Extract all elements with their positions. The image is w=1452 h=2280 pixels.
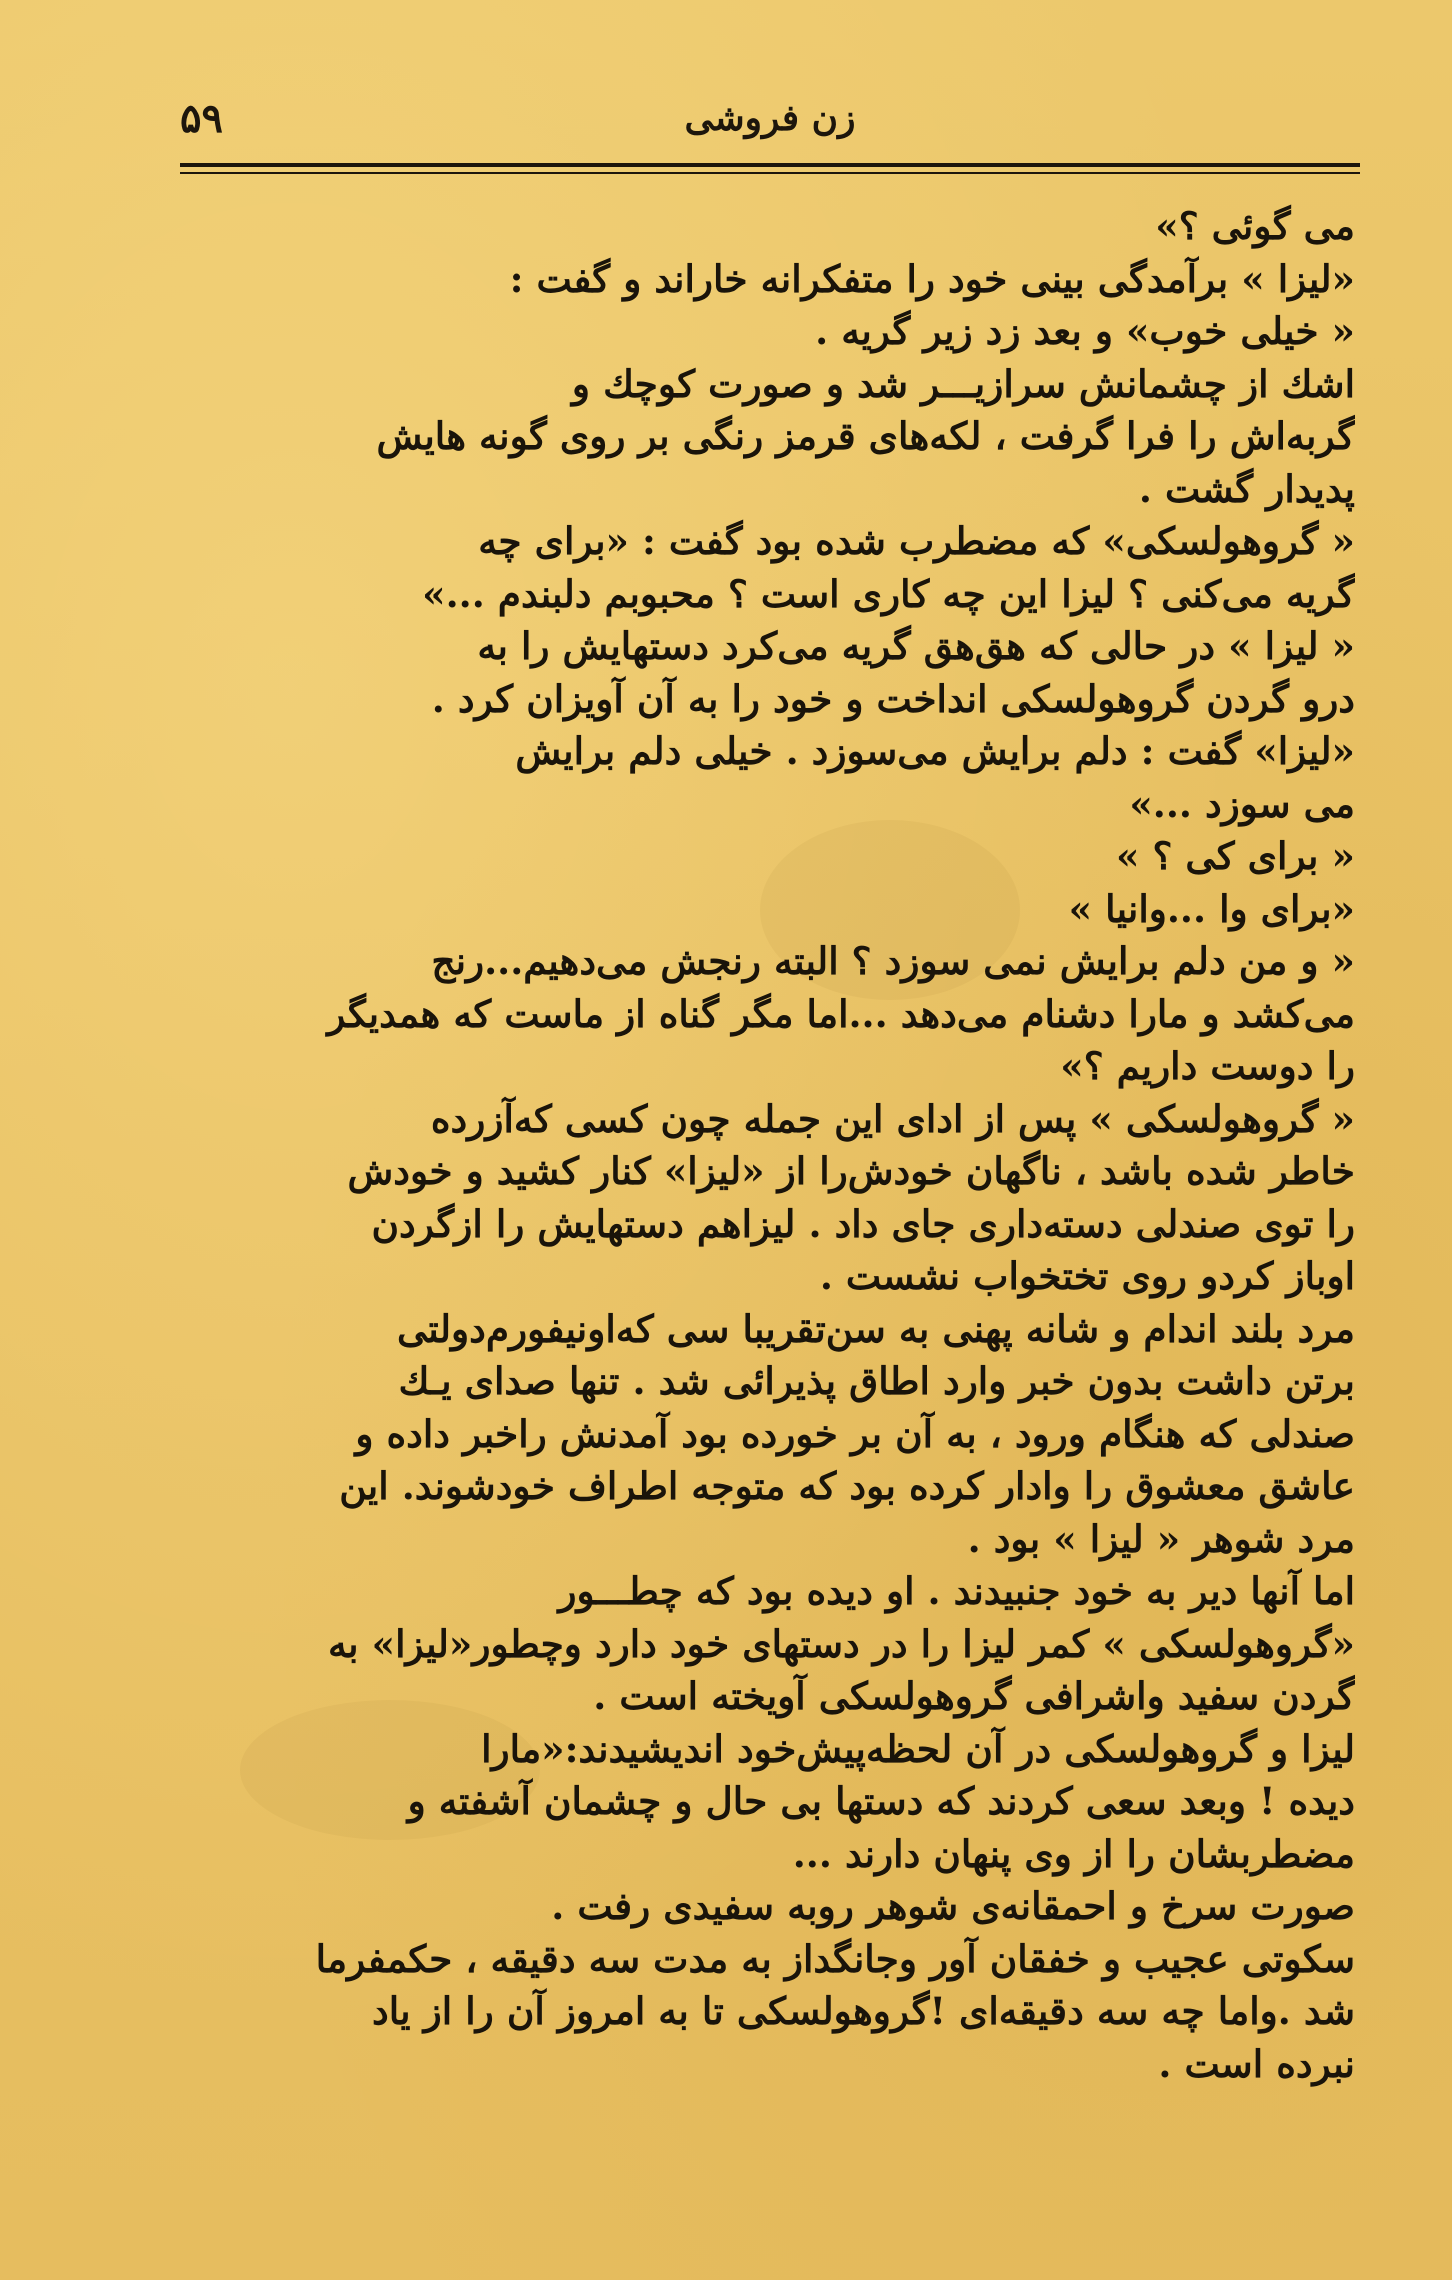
text-line: مضطربشان را از وی پنهان دارند ... — [792, 1831, 1355, 1876]
text-line: « گروهولسکی » پس از ادای این جمله چون کسی که‌آزرده — [430, 1096, 1355, 1141]
text-line: «گروهولسکی » کمر لیزا را در دستهای خود دارد وچطور«لیزا» به — [328, 1621, 1355, 1666]
text-line: مرد بلند اندام و شانه پهنی به سن‌تقریبا سی که‌اونیفورم‌دولتی — [397, 1306, 1355, 1351]
text-line: «لیزا » برآمدگی بینی خود را متفکرانه خاراند و گفت : — [509, 256, 1355, 301]
text-line: دیده ! وبعد سعی کردند که دستها بی حال و چشمان آشفته و — [407, 1779, 1355, 1823]
text-line: «لیزا» گفت : دلم برایش می‌سوزد . خیلی دلم برایش — [515, 729, 1355, 773]
text-line: گردن سفید واشرافی گروهولسکی آویخته است . — [593, 1674, 1355, 1718]
text-line: « و من دلم برایش نمی سوزد ؟ البته رنجش می‌دهیم...رنج — [431, 939, 1355, 983]
text-line: را دوست داریم ؟» — [1060, 1044, 1355, 1088]
text-line: « برای کی ؟ » — [1115, 834, 1355, 878]
text-line: می سوزد ...» — [1129, 781, 1355, 826]
text-line: صورت سرخ و احمقانه‌ی شوهر روبه سفیدی رفت . — [551, 1884, 1355, 1928]
text-line: صندلی که هنگام ورود ، به آن بر خورده بود آمدنش راخبر داده و — [355, 1411, 1355, 1456]
page-number: ۵۹ — [180, 95, 223, 142]
page-header — [180, 95, 1360, 155]
body-text — [175, 200, 1355, 2090]
text-line: « لیزا » در حالی که هق‌هق گریه می‌کرد دستهایش را به — [477, 624, 1355, 668]
running-title: زن فروشی — [684, 97, 856, 139]
text-line: نبرده است . — [1158, 2041, 1355, 2086]
text-line: اما آنها دیر به خود جنبیدند . او دیده بود که چطـــور — [558, 1569, 1355, 1613]
text-line: مرد شوهر « لیزا » بود . — [967, 1516, 1355, 1561]
text-line: برتن داشت بدون خبر وارد اطاق پذیرائی شد . تنها صدای یـك — [398, 1359, 1355, 1403]
header-rule — [180, 163, 1360, 167]
text-line: را توی صندلی دسته‌داری جای داد . لیزاهم دستهایش را ازگردن — [371, 1201, 1355, 1246]
text-line: می گوئی ؟» — [1155, 204, 1355, 248]
text-line: « گروهولسکی» که مضطرب شده بود گفت : «برای چه — [478, 519, 1355, 563]
text-line: خاطر شده باشد ، ناگهان خودش‌را از «لیزا» کنار کشید و خودش — [347, 1149, 1355, 1193]
text-line: گریه می‌کنی ؟ لیزا این چه کاری است ؟ محبوبم دلبندم ...» — [422, 571, 1355, 616]
text-line: لیزا و گروهولسکی در آن لحظه‌پیش‌خود اندیشیدند:«مارا — [481, 1726, 1355, 1771]
text-line: شد .واما چه سه دقیقه‌ای !گروهولسکی تا به امروز آن را از یاد — [372, 1989, 1355, 2033]
text-line: اوباز کردو روی تختخواب نشست . — [819, 1254, 1355, 1298]
text-line: درو گردن گروهولسکی انداخت و خود را به آن آویزان کرد . — [431, 676, 1355, 721]
text-line: می‌کشد و مارا دشنام می‌دهد ...اما مگر گناه از ماست که همدیگر — [327, 991, 1355, 1036]
text-line: اشك از چشمانش سرازیـــر شد و صورت کوچك و — [571, 361, 1355, 406]
text-line: « خیلی خوب» و بعد زد زیر گریه . — [815, 309, 1355, 353]
text-line: پدیدار گشت . — [1138, 466, 1355, 511]
header-rule-thin — [180, 172, 1360, 174]
text-line: عاشق معشوق را وادار کرده بود که متوجه اطراف خودشوند. این — [339, 1464, 1355, 1508]
text-line: گربه‌اش را فرا گرفت ، لکه‌های قرمز رنگی بر روی گونه هایش — [376, 414, 1355, 458]
text-line: سکوتی عجیب و خفقان آور وجانگداز به مدت سه دقیقه ، حکمفرما — [315, 1936, 1355, 1981]
text-line: «برای وا ...وانیا » — [1068, 886, 1355, 931]
